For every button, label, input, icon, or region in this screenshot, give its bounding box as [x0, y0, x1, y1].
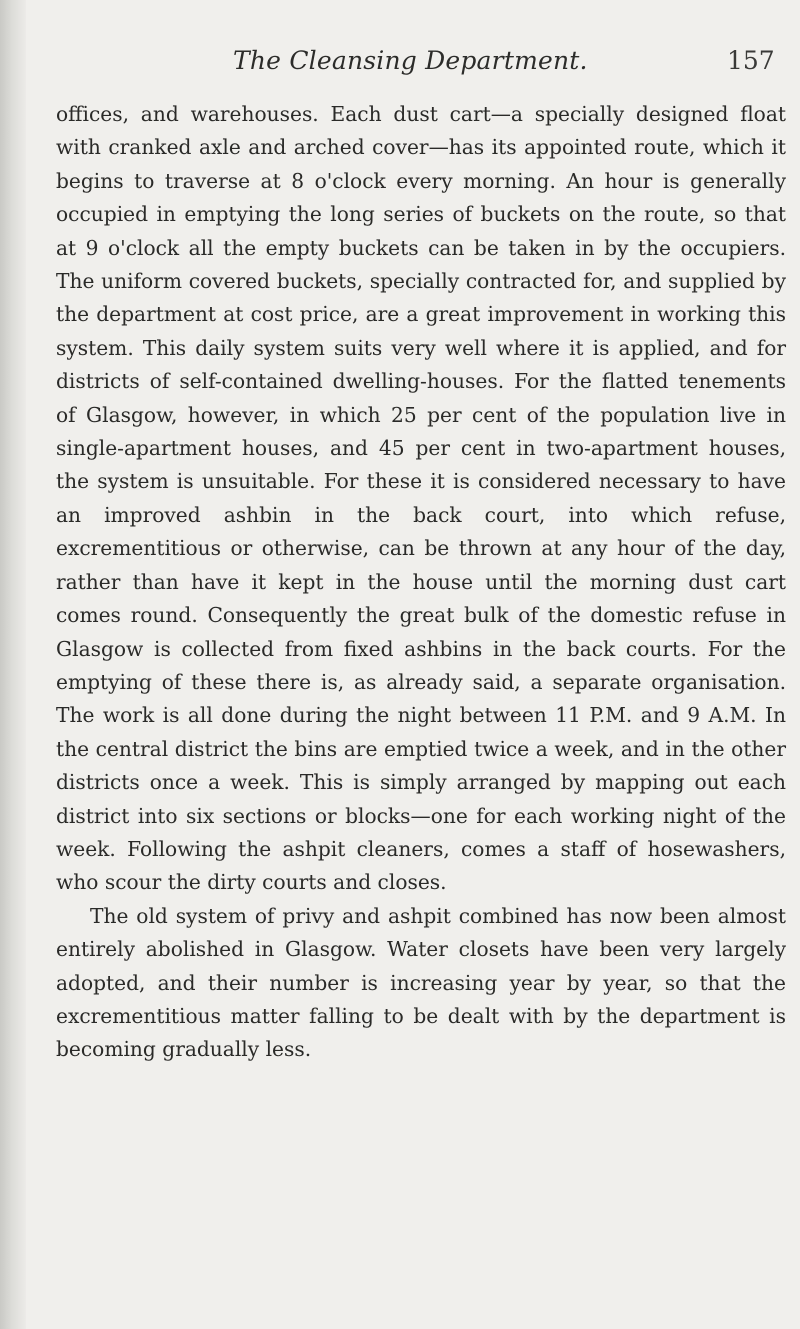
paragraph-continued: offices, and warehouses. Each dust cart—a specially designed float with cranked axle and arched cover—has its appointed route, which it begins to traverse at 8 o'clock every morning. An hour is generally occupied in emptying the long series of buckets on the route, so that at 9 o'clock all the empty buckets can be taken in by the occupiers. The uniform covered buckets, specially contracted for, and supplied by the department at cost price, are a great improvement in working this system. This daily system suits very well where it is applied, and for districts of self-contained dwelling-houses. For the flatted tenements of Glasgow, however, in which 25 per cent of the population live in single-apartment houses, and 45 per cent in two-apartment houses, the system is unsuitable. For these it is considered necessary to have an improved ashbin in the back court, into which refuse, excrementitious or otherwise, can be thrown at any hour of the day, rather than have it kept in the house until the morning dust cart comes round. Consequently the great bulk of the domestic refuse in Glasgow is collected from fixed ashbins in the back courts. For the emptying of these there is, as already said, a separate organisation. The work is all done during the night between 11 P.M. and 9 A.M. In the central district the bins are emptied twice a week, and in the other districts once a week. This is simply arranged by mapping out each district into six sections or blocks—one for each working night of the week. Following the ashpit cleaners, comes a staff of hosewashers, who scour the dirty courts and closes.: [56, 102, 786, 895]
spine-shadow: [0, 0, 26, 1329]
body-text: [56, 98, 786, 1067]
running-head: [0, 46, 800, 86]
page-number: 157: [727, 46, 775, 75]
running-head-title: The Cleansing Department.: [233, 46, 588, 75]
paragraph-privy-system: The old system of privy and ashpit combined has now been almost entirely abolished in Glasgow. Water closets have been very largely adopted, and their number is increasing year by year, so that the excrementitious matter falling to be dealt with by the department is becoming gradually less.: [56, 903, 786, 1062]
